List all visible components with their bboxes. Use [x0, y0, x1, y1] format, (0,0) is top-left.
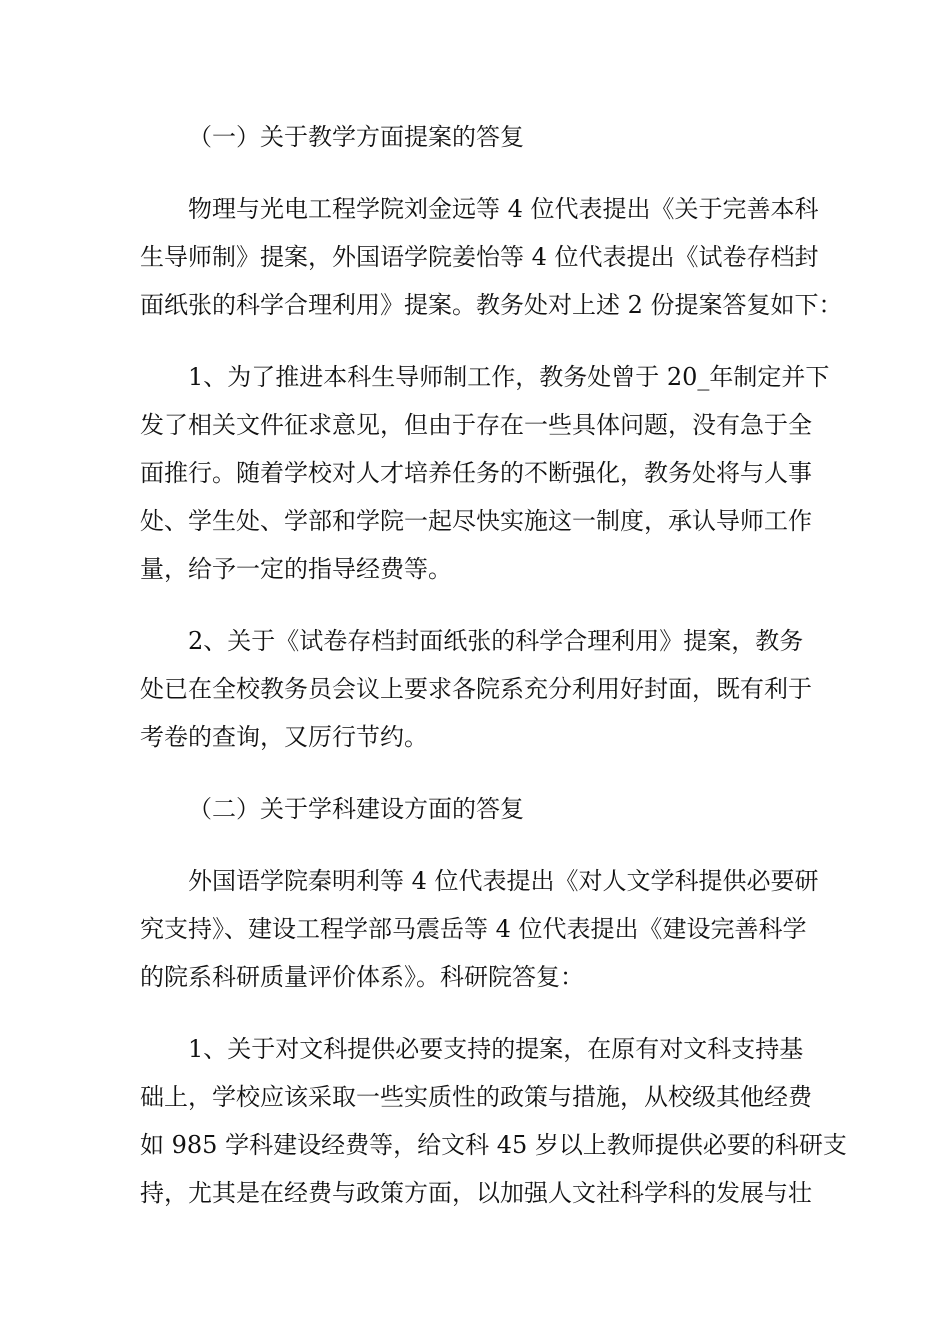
- paragraph-discipline-proposals: [140, 857, 819, 1001]
- paragraph-line: 处、学生处、学部和学院一起尽快实施这一制度，承认导师工作: [140, 507, 812, 535]
- heading-line: （二）关于学科建设方面的答复: [188, 795, 524, 823]
- paragraph-line: 物理与光电工程学院刘金远等 4 位代表提出《关于完善本科: [188, 195, 819, 223]
- paragraph-line: 2、关于《试卷存档封面纸张的科学合理利用》提案，教务: [188, 627, 804, 655]
- paragraph-line: 如 985 学科建设经费等，给文科 45 岁以上教师提供必要的科研支: [140, 1131, 847, 1159]
- paragraph-line: 1、关于对文科提供必要支持的提案，在原有对文科支持基: [188, 1035, 804, 1063]
- paragraph-line: 考卷的查询，又厉行节约。: [140, 723, 428, 751]
- section-heading-teaching: [140, 113, 812, 161]
- paragraph-line: 持，尤其是在经费与政策方面，以加强人文社科学科的发展与壮: [140, 1179, 812, 1207]
- section-heading-discipline: [140, 785, 812, 833]
- paragraph-tutor-system: [140, 353, 830, 593]
- paragraph-exam-cover: [140, 617, 812, 761]
- paragraph-line: 究支持》、建设工程学部马震岳等 4 位代表提出《建设完善科学: [140, 915, 807, 943]
- paragraph-line: 面推行。随着学校对人才培养任务的不断强化，教务处将与人事: [140, 459, 812, 487]
- paragraph-line: 面纸张的科学合理利用》提案。教务处对上述 2 份提案答复如下：: [140, 291, 843, 319]
- paragraph-line: 的院系科研质量评价体系》。科研院答复：: [140, 963, 584, 991]
- paragraph-line: 外国语学院秦明利等 4 位代表提出《对人文学科提供必要研: [188, 867, 819, 895]
- paragraph-line: 生导师制》提案，外国语学院姜怡等 4 位代表提出《试卷存档封: [140, 243, 819, 271]
- paragraph-teaching-proposals: [140, 185, 843, 329]
- paragraph-line: 量，给予一定的指导经费等。: [140, 555, 452, 583]
- paragraph-line: 发了相关文件征求意见，但由于存在一些具体问题，没有急于全: [140, 411, 812, 439]
- paragraph-line: 础上，学校应该采取一些实质性的政策与措施，从校级其他经费: [140, 1083, 812, 1111]
- paragraph-humanities-support: [140, 1025, 847, 1217]
- heading-line: （一）关于教学方面提案的答复: [188, 123, 524, 151]
- paragraph-line: 1、为了推进本科生导师制工作，教务处曾于 20_年制定并下: [188, 363, 830, 391]
- paragraph-line: 处已在全校教务员会议上要求各院系充分利用好封面，既有利于: [140, 675, 812, 703]
